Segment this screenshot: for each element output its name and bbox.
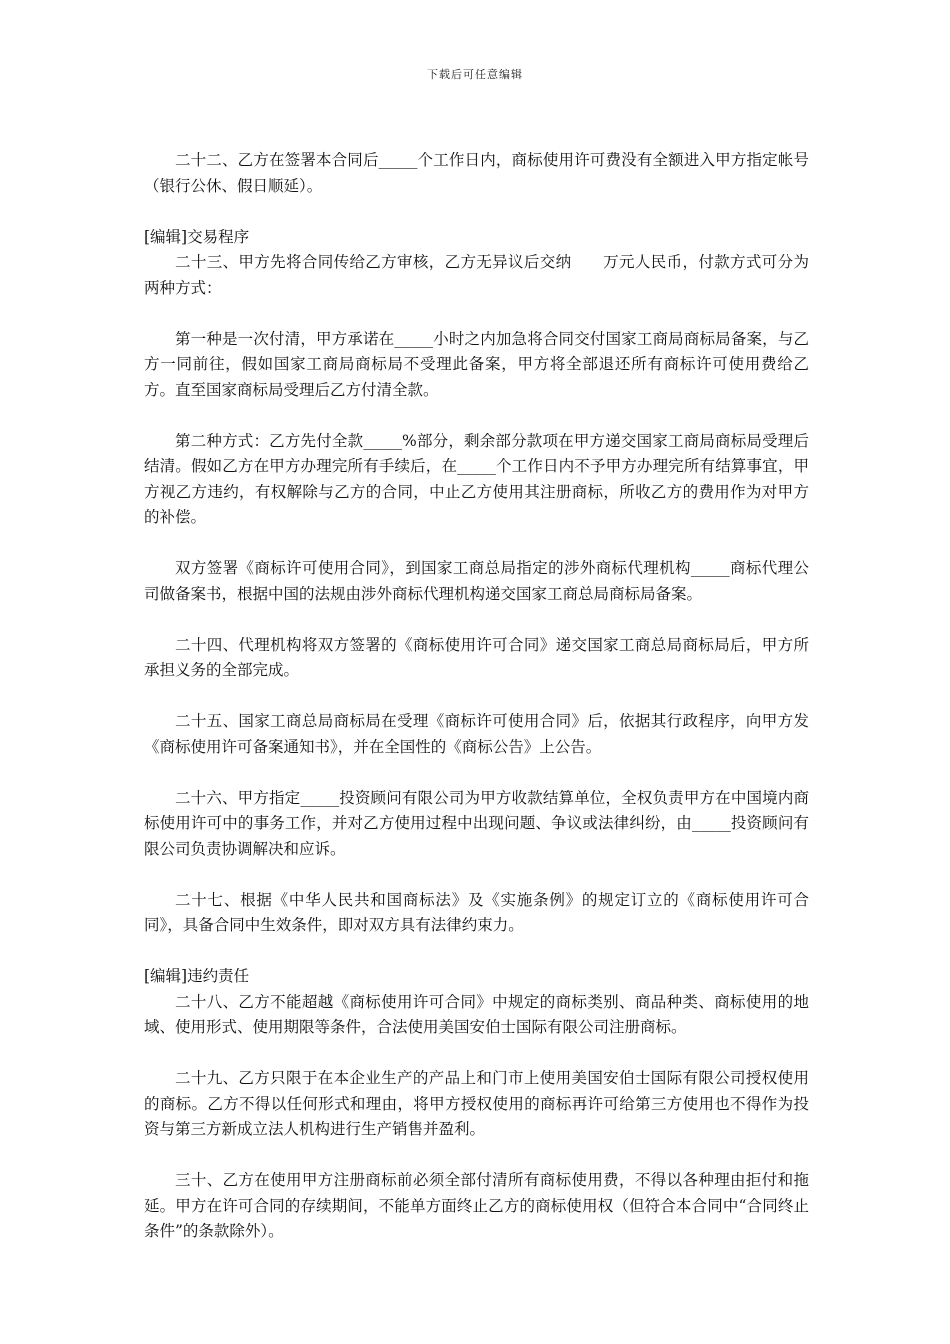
clause-28: 二十八、乙方不能超越《商标使用许可合同》中规定的商标类别、商品种类、商标使用的地域、使用形式、使用期限等条件，合法使用美国安伯士国际有限公司注册商标。 [144,992,809,1036]
clause-22: 二十二、乙方在签署本合同后_____个工作日内，商标使用许可费没有全额进入甲方指定帐号（银行公休、假日顺延）。 [144,151,809,195]
section-heading-liability: [编辑]违约责任 [144,967,250,985]
clause-23: 二十三、甲方先将合同传给乙方审核，乙方无异议后交纳 万元人民币，付款方式可分为两种方式： [144,253,809,297]
clause-25: 二十五、国家工商总局商标局在受理《商标许可使用合同》后，依据其行政程序，向甲方发《商标使用许可备案通知书》，并在全国性的《商标公告》上公告。 [144,712,809,756]
payment-option-two: 第二种方式：乙方先付全款_____%部分，剩余部分款项在甲方递交国家工商局商标局受理后结清。假如乙方在甲方办理完所有手续后，在_____个工作日内不予甲方办理完所有结算事宜，甲方视乙方违约，有权解除与乙方的合同，中止乙方使用其注册商标，所收乙方的费用作为对甲方的补偿。 [144,431,809,526]
filing-paragraph: 双方签署《商标许可使用合同》，到国家工商总局指定的涉外商标代理机构_____商标代理公司做备案书，根据中国的法规由涉外商标代理机构递交国家工商总局商标局备案。 [144,559,809,603]
clause-30: 三十、乙方在使用甲方注册商标前必须全部付清所有商标使用费，不得以各种理由拒付和拖延。甲方在许可合同的存续期间，不能单方面终止乙方的商标使用权（但符合本合同中“合同终止条件”的条款除外）。 [144,1171,809,1240]
clause-29: 二十九、乙方只限于在本企业生产的产品上和门市上使用美国安伯士国际有限公司授权使用的商标。乙方不得以任何形式和理由，将甲方授权使用的商标再许可给第三方使用也不得作为投资与第三方新成立法人机构进行生产销售并盈利。 [144,1069,809,1138]
section-heading-transaction-procedure: [编辑]交易程序 [144,227,250,246]
clause-27: 二十七、根据《中华人民共和国商标法》及《实施条例》的规定订立的《商标使用许可合同》，具备合同中生效条件，即对双方具有法律约束力。 [144,890,809,934]
document-body [144,148,809,1270]
clause-24: 二十四、代理机构将双方签署的《商标使用许可合同》递交国家工商总局商标局后，甲方所承担义务的全部完成。 [144,635,809,679]
page-header: 下载后可任意编辑 [427,68,523,81]
payment-option-one: 第一种是一次付清，甲方承诺在_____小时之内加急将合同交付国家工商局商标局备案，与乙方一同前往，假如国家工商局商标局不受理此备案，甲方将全部退还所有商标许可使用费给乙方。直至国家商标局受理后乙方付清全款。 [144,329,809,399]
clause-26: 二十六、甲方指定_____投资顾问有限公司为甲方收款结算单位，全权负责甲方在中国境内商标使用许可中的事务工作，并对乙方使用过程中出现问题、争议或法律纠纷，由_____投资顾问有限公司负责协调解决和应诉。 [144,788,809,858]
